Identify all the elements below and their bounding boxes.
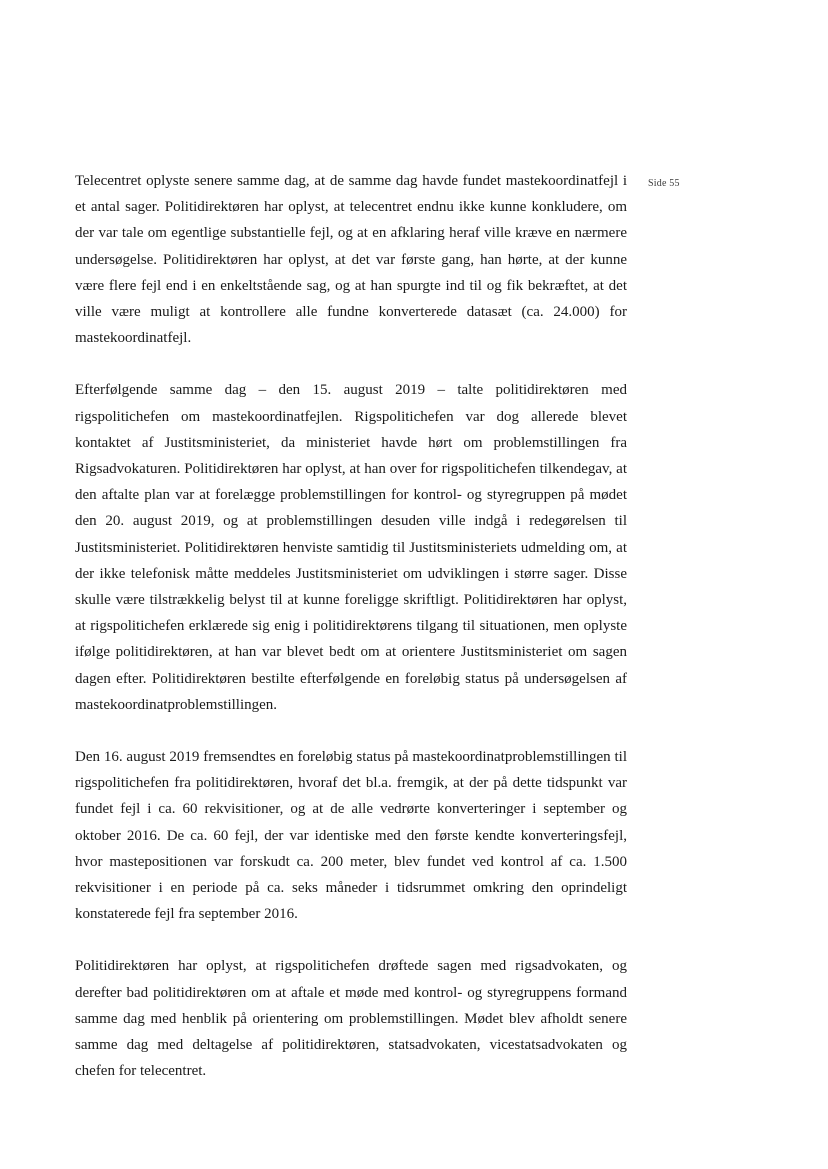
paragraph-4: Politidirektøren har oplyst, at rigspolitichefen drøftede sagen med rigsadvokaten, og derefter bad politidirektøren om at aftale et møde med kontrol- og styregruppens formand samme dag med henblik på orientering om problemstillingen. Mødet blev afholdt senere samme dag med deltagelse af politidirektøren, statsadvokaten, vicestatsadvokaten og chefen for telecentret. [75,958,627,1080]
paragraph-3: Den 16. august 2019 fremsendtes en foreløbig status på mastekoordinatproblemstillingen til rigspolitichefen fra politidirektøren, hvoraf det bl.a. fremgik, at der på dette tidspunkt var fundet fejl i ca. 60 rekvisitioner, og at de alle vedrørte konverteringer i september og oktober 2016. De ca. 60 fejl, der var identiske med den første kendte konverteringsfejl, hvor mastepositionen var forskudt ca. 200 meter, blev fundet ved kontrol af ca. 1.500 rekvisitioner i en periode på ca. seks måneder i tidsrummet omkring den oprindeligt konstaterede fejl fra september 2016. [75,749,627,923]
document-body [75,168,627,1085]
page-number: Side 55 [648,178,680,189]
paragraph-1: Telecentret oplyste senere samme dag, at de samme dag havde fundet mastekoordinatfejl i et antal sager. Politidirektøren har oplyst, at telecentret endnu ikke kunne konkludere, om der var tale om egentlige substantielle fejl, og at en afklaring heraf ville kræve en nærmere undersøgelse. Politidirektøren har oplyst, at det var første gang, han hørte, at der kunne være flere fejl end i en enkeltstående sag, og at han spurgte ind til og fik bekræftet, at det ville være muligt at kontrollere alle fundne konverterede datasæt (ca. 24.000) for mastekoordinatfejl. [75,173,627,347]
paragraph-2: Efterfølgende samme dag – den 15. august 2019 – talte politidirektøren med rigspolitichefen om mastekoordinatfejlen. Rigspolitichefen var dog allerede blevet kontaktet af Justitsministeriet, da ministeriet havde hørt om problemstillingen fra Rigsadvokaturen. Politidirektøren har oplyst, at han over for rigspolitichefen tilkendegav, at den aftalte plan var at forelægge problemstillingen for kontrol- og styregruppen på mødet den 20. august 2019, og at problemstillingen desuden ville indgå i redegørelsen til Justitsministeriet. Politidirektøren henviste samtidig til Justitsministeriets udmelding om, at der ikke telefonisk måtte meddeles Justitsministeriet om udviklingen i større sager. Disse skulle være tilstrækkelig belyst til at kunne foreligge skriftligt. Politidirektøren har oplyst, at rigspolitichefen erklærede sig enig i politidirektørens tilgang til situationen, men oplyste ifølge politidirektøren, at han var blevet bedt om at orientere Justitsministeriet om sagen dagen efter. Politidirektøren bestilte efterfølgende en foreløbig status på undersøgelsen af mastekoordinatproblemstillingen. [75,382,627,713]
